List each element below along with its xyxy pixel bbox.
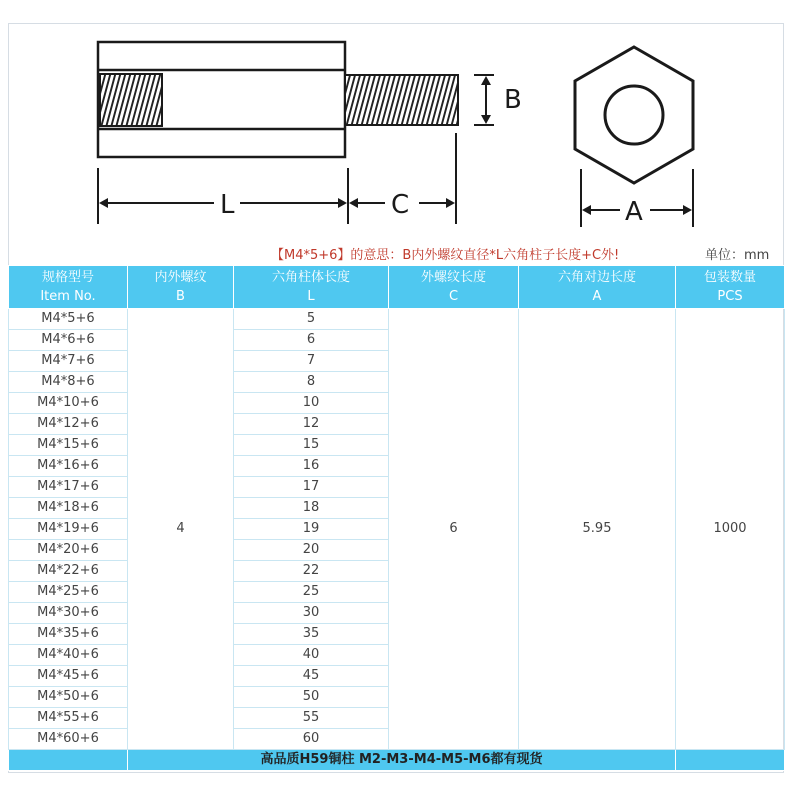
length-cell: 22 bbox=[234, 561, 389, 582]
length-cell: 25 bbox=[234, 582, 389, 603]
item-cell: M4*15+6 bbox=[9, 435, 128, 456]
length-cell: 7 bbox=[234, 351, 389, 372]
item-cell: M4*40+6 bbox=[9, 645, 128, 666]
length-cell: 19 bbox=[234, 519, 389, 540]
length-cell: 17 bbox=[234, 477, 389, 498]
item-cell: M4*60+6 bbox=[9, 729, 128, 750]
header-thread-length-c: 外螺纹长度 C bbox=[389, 266, 519, 309]
length-cell: 60 bbox=[234, 729, 389, 750]
dimension-b bbox=[474, 75, 494, 125]
table-footer-row bbox=[9, 750, 785, 771]
footer-spacer bbox=[676, 750, 785, 771]
label-a: A bbox=[625, 197, 643, 227]
item-cell: M4*22+6 bbox=[9, 561, 128, 582]
item-cell: M4*6+6 bbox=[9, 330, 128, 351]
unit-label: 单位：mm bbox=[705, 248, 770, 263]
length-cell: 6 bbox=[234, 330, 389, 351]
pcs-cell: 1000 bbox=[676, 309, 785, 750]
footer-spacer bbox=[9, 750, 128, 771]
item-cell: M4*30+6 bbox=[9, 603, 128, 624]
item-cell: M4*35+6 bbox=[9, 624, 128, 645]
length-cell: 35 bbox=[234, 624, 389, 645]
hex-hole bbox=[605, 86, 663, 144]
item-cell: M4*25+6 bbox=[9, 582, 128, 603]
length-cell: 50 bbox=[234, 687, 389, 708]
label-c: C bbox=[391, 190, 410, 220]
item-cell: M4*17+6 bbox=[9, 477, 128, 498]
item-cell: M4*16+6 bbox=[9, 456, 128, 477]
item-cell: M4*18+6 bbox=[9, 498, 128, 519]
spec-table bbox=[8, 265, 785, 771]
item-cell: M4*55+6 bbox=[9, 708, 128, 729]
header-hex-width-a: 六角对边长度 A bbox=[519, 266, 676, 309]
item-cell: M4*50+6 bbox=[9, 687, 128, 708]
item-cell: M4*10+6 bbox=[9, 393, 128, 414]
length-cell: 10 bbox=[234, 393, 389, 414]
length-cell: 45 bbox=[234, 666, 389, 687]
header-pcs: 包装数量 PCS bbox=[676, 266, 785, 309]
table-row bbox=[9, 309, 785, 330]
thread-b-cell: 4 bbox=[128, 309, 234, 750]
length-cell: 16 bbox=[234, 456, 389, 477]
item-cell: M4*12+6 bbox=[9, 414, 128, 435]
internal-thread bbox=[100, 74, 162, 126]
note-row bbox=[8, 240, 784, 265]
length-cell: 15 bbox=[234, 435, 389, 456]
table-header-row bbox=[9, 266, 785, 309]
thread-length-c-cell: 6 bbox=[389, 309, 519, 750]
item-cell: M4*45+6 bbox=[9, 666, 128, 687]
length-cell: 18 bbox=[234, 498, 389, 519]
header-item-no: 规格型号 Item No. bbox=[9, 266, 128, 309]
header-length-l: 六角柱体长度 L bbox=[234, 266, 389, 309]
item-cell: M4*8+6 bbox=[9, 372, 128, 393]
item-cell: M4*19+6 bbox=[9, 519, 128, 540]
length-cell: 55 bbox=[234, 708, 389, 729]
length-cell: 40 bbox=[234, 645, 389, 666]
header-thread-b: 内外螺纹 B bbox=[128, 266, 234, 309]
item-cell: M4*5+6 bbox=[9, 309, 128, 330]
item-cell: M4*7+6 bbox=[9, 351, 128, 372]
standoff-diagram bbox=[8, 23, 784, 240]
length-cell: 8 bbox=[234, 372, 389, 393]
length-cell: 30 bbox=[234, 603, 389, 624]
length-cell: 5 bbox=[234, 309, 389, 330]
length-cell: 12 bbox=[234, 414, 389, 435]
spec-note: 【M4*5+6】的意思：B内外螺纹直径*L六角柱子长度+C外! bbox=[271, 248, 620, 263]
length-cell: 20 bbox=[234, 540, 389, 561]
item-cell: M4*20+6 bbox=[9, 540, 128, 561]
label-l: L bbox=[220, 190, 235, 220]
label-b: B bbox=[504, 85, 522, 115]
external-thread bbox=[345, 75, 458, 125]
footer-text: 高品质H59铜柱 M2-M3-M4-M5-M6都有现货 bbox=[128, 750, 676, 771]
hex-width-a-cell: 5.95 bbox=[519, 309, 676, 750]
